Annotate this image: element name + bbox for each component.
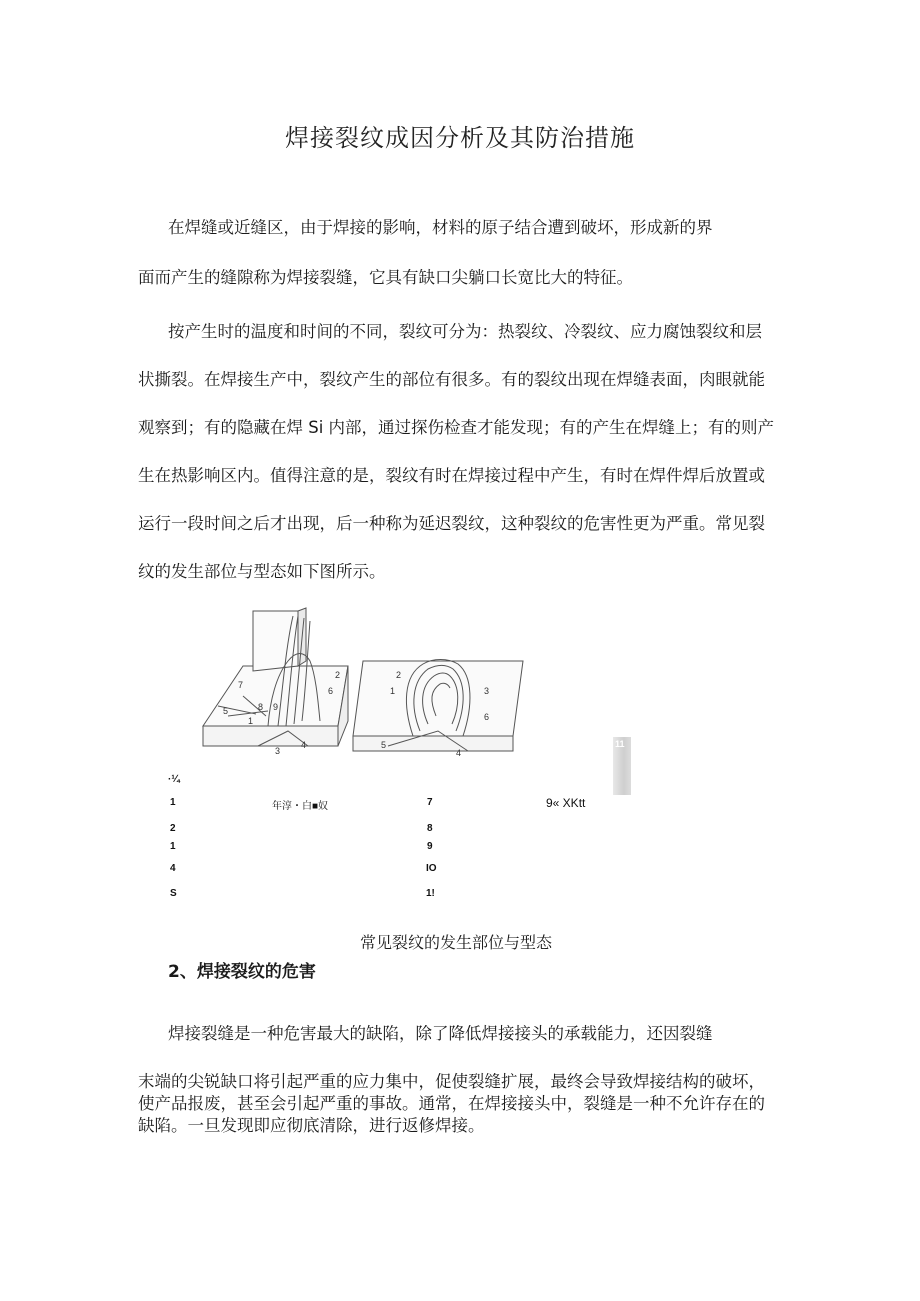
paragraph-1-line-1: 在焊缝或近缝区，由于焊接的影响，材料的原子结合遭到破坏，形成新的界	[168, 218, 713, 237]
weld-crack-diagram	[198, 606, 528, 756]
left-callout-7: 7	[238, 680, 244, 690]
right-callout-1: 1	[390, 686, 396, 696]
right-callout-5: 5	[381, 740, 387, 750]
scan-artifact-strip-text: 11	[615, 739, 625, 749]
paragraph-2-line-5: 运行一段时间之后才出现，后一种称为延迟裂纹，这种裂纹的危害性更为严重。常见裂	[138, 514, 765, 533]
right-callout-2: 2	[396, 670, 402, 680]
paragraph-2-line-6: 纹的发生部位与型态如下图所示。	[138, 562, 386, 581]
paragraph-3-line-4: 缺陷。一旦发现即应彻底清除，进行返修焊接。	[138, 1116, 485, 1135]
left-block-callout-2: 2	[335, 670, 341, 680]
legend-col1-item: 1	[170, 841, 176, 852]
paragraph-3-line-3: 使产品报废，甚至会引起严重的事故。通常，在焊接接头中，裂缝是一种不允许存在的	[138, 1094, 765, 1113]
legend-col3-text: 9« XKtt	[546, 796, 586, 810]
left-callout-4: 4	[301, 740, 307, 750]
legend-col2-item: 1!	[426, 888, 435, 899]
legend-col1-item: 1	[170, 797, 176, 808]
legend-col2-item: IO	[426, 863, 437, 874]
paragraph-2-line-3: 观察到；有的隐藏在焊 Si 内部，通过探伤检查才能发现；有的产生在焊缝上；有的则产	[138, 418, 775, 437]
paragraph-2-line-1: 按产生时的温度和时间的不同，裂纹可分为：热裂纹、冷裂纹、应力腐蚀裂纹和层	[168, 322, 762, 341]
paragraph-3-line-2: 末端的尖锐缺口将引起严重的应力集中，促使裂缝扩展，最终会导致焊接结构的破坏，	[138, 1072, 765, 1091]
left-callout-8: 8	[258, 702, 264, 712]
left-callout-5: 5	[223, 706, 229, 716]
legend-header: ·¼	[168, 774, 180, 785]
legend-col1-item: S	[170, 888, 177, 899]
paragraph-2-line-4: 生在热影响区内。值得注意的是，裂纹有时在焊接过程中产生，有时在焊件焊后放置或	[138, 466, 765, 485]
scan-artifact-strip	[613, 737, 631, 795]
legend-col1-text: 年淳・白■奴	[272, 801, 329, 812]
right-callout-6: 6	[484, 712, 490, 722]
section-2-heading: 2、焊接裂纹的危害	[168, 962, 316, 982]
legend-col2-item: 9	[427, 841, 433, 852]
left-callout-9: 9	[273, 702, 279, 712]
figure-caption: 常见裂纹的发生部位与型态	[360, 933, 553, 952]
paragraph-1-line-2: 面而产生的缝隙称为焊接裂缝，它具有缺口尖躺口长宽比大的特征。	[138, 268, 633, 287]
left-block-callout-6: 6	[328, 686, 334, 696]
legend-col1-item: 4	[170, 863, 176, 874]
paragraph-2-line-2: 状撕裂。在焊接生产中，裂纹产生的部位有很多。有的裂纹出现在焊缝表面，肉眼就能	[138, 370, 765, 389]
document-title: 焊接裂纹成因分析及其防治措施	[285, 124, 635, 152]
paragraph-3-line-1: 焊接裂缝是一种危害最大的缺陷，除了降低焊接接头的承载能力，还因裂缝	[168, 1024, 713, 1043]
right-callout-3: 3	[484, 686, 490, 696]
legend-col2-item: 7	[427, 797, 433, 808]
right-callout-4: 4	[456, 748, 462, 756]
legend-col2-item: 8	[427, 823, 433, 834]
left-callout-3: 3	[275, 746, 281, 756]
left-callout-1: 1	[248, 716, 254, 726]
legend-col1-item: 2	[170, 823, 176, 834]
